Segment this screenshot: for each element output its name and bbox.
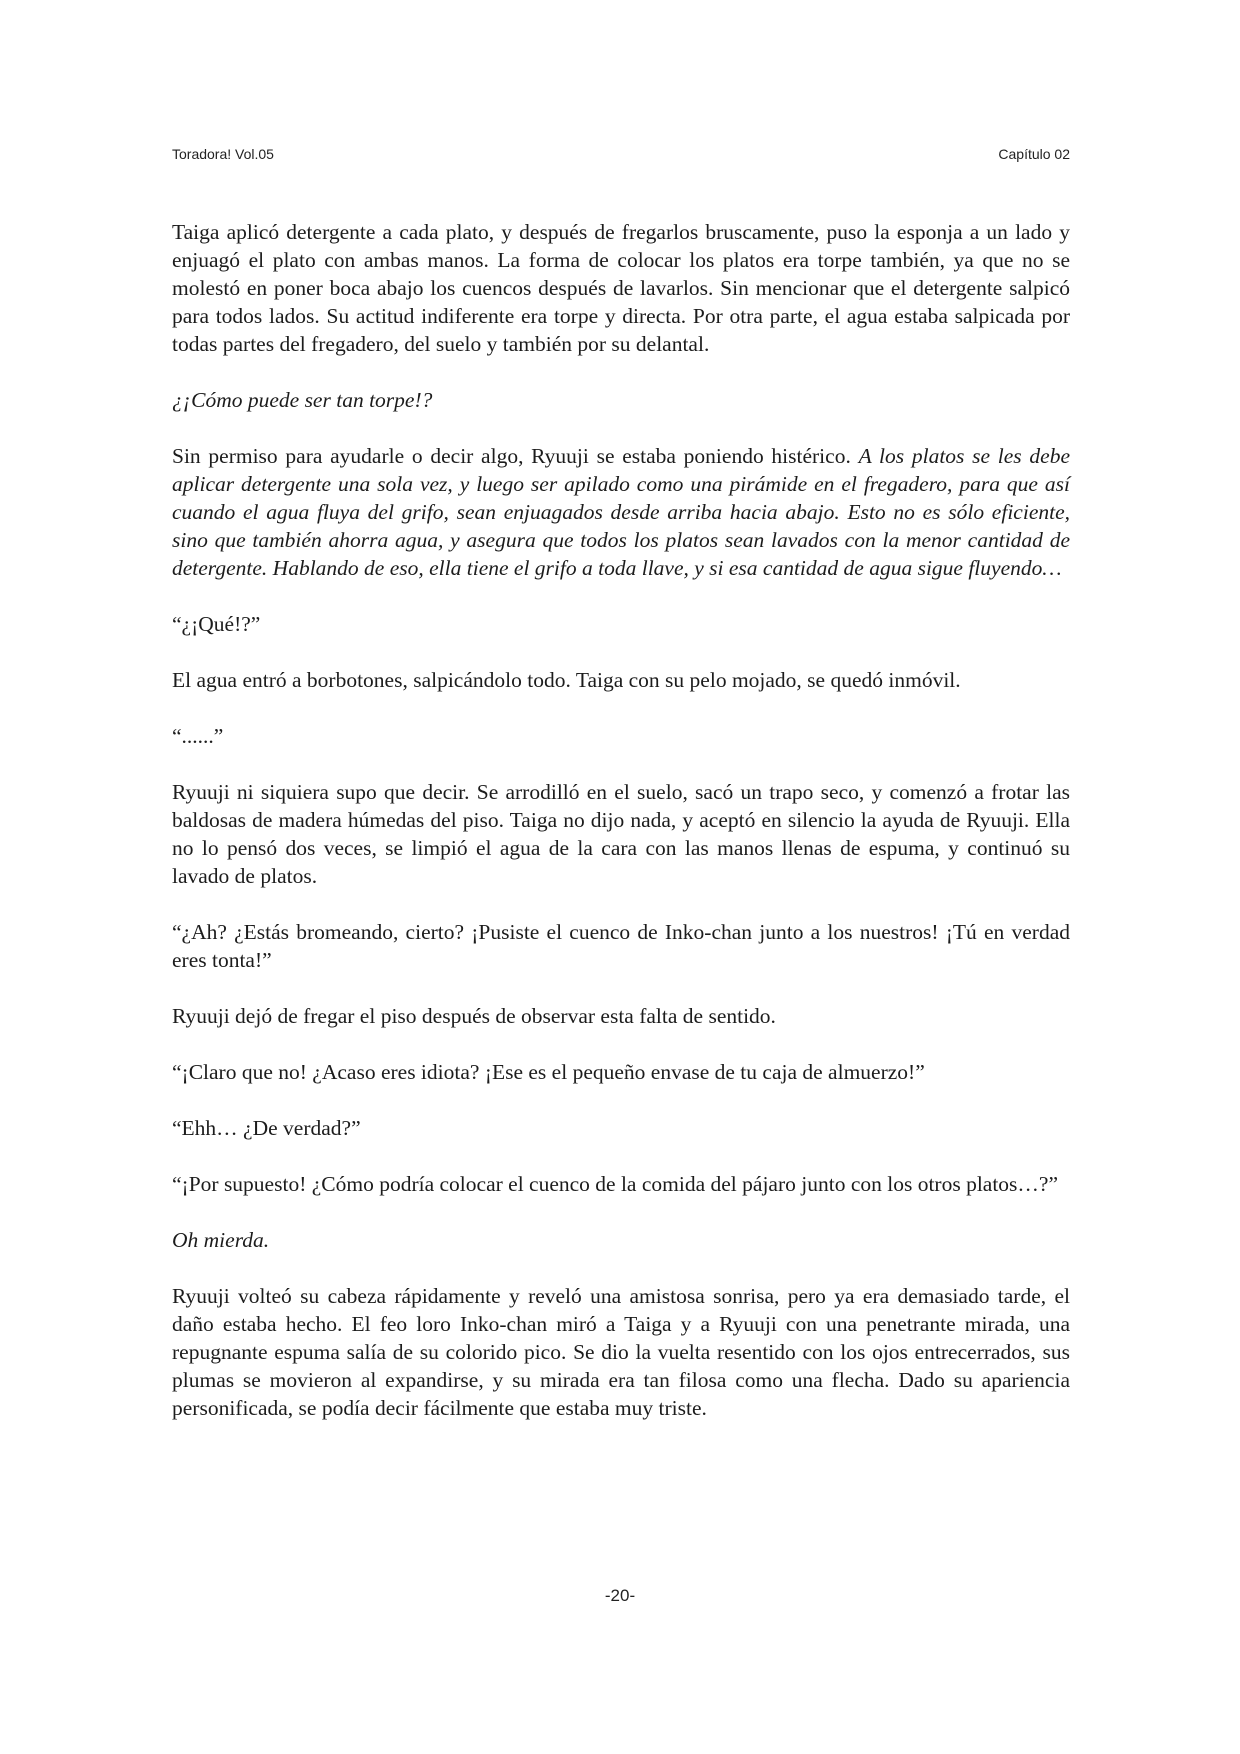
page-footer	[0, 1586, 1240, 1606]
paragraph: Ryuuji ni siquiera supo que decir. Se arrodilló en el suelo, sacó un trapo seco, y comenzó a frotar las baldosas de madera húmedas del piso. Taiga no dijo nada, y aceptó en silencio la ayuda de Ryuuji. Ella no lo pensó dos veces, se limpió el agua de la cara con las manos llenas de espuma, y continuó su lavado de platos.	[172, 780, 1070, 888]
paragraph	[172, 442, 1070, 582]
paragraph: Taiga aplicó detergente a cada plato, y después de fregarlos bruscamente, puso la esponja a un lado y enjuagó el plato con ambas manos. La forma de colocar los platos era torpe también, ya que no se molestó en poner boca abajo los cuencos después de lavarlos. Sin mencionar que el detergente salpicó para todos lados. Su actitud indiferente era torpe y directa. Por otra parte, el agua estaba salpicada por todas partes del fregadero, del suelo y también por su delantal.	[172, 220, 1070, 356]
paragraph: El agua entró a borbotones, salpicándolo todo. Taiga con su pelo mojado, se quedó inmóvil.	[172, 668, 961, 692]
book-title: Toradora! Vol.05	[172, 146, 274, 162]
paragraph-italic	[172, 386, 1070, 414]
dialogue: “¡Por supuesto! ¿Cómo podría colocar el cuenco de la comida del pájaro junto con los otros platos…?”	[172, 1172, 1059, 1196]
dialogue: “¡Claro que no! ¿Acaso eres idiota? ¡Ese es el pequeño envase de tu caja de almuerzo!”	[172, 1060, 925, 1084]
page-number: -20-	[604, 1586, 636, 1605]
body-text	[172, 218, 1070, 1450]
dialogue: “Ehh… ¿De verdad?”	[172, 1116, 361, 1140]
italic-thought: ¿¡Cómo puede ser tan torpe!?	[172, 388, 433, 412]
dialogue: “¿¡Qué!?”	[172, 612, 261, 636]
paragraph-plain-part: Sin permiso para ayudarle o decir algo, Ryuuji se estaba poniendo histérico.	[172, 444, 859, 468]
dialogue: “¿Ah? ¿Estás bromeando, cierto? ¡Pusiste el cuenco de Inko-chan junto a los nuestros! ¡Tú en verdad eres tonta!”	[172, 920, 1070, 972]
paragraph-italic	[172, 1226, 1070, 1254]
paragraph: Ryuuji volteó su cabeza rápidamente y reveló una amistosa sonrisa, pero ya era demasiado tarde, el daño estaba hecho. El feo loro Inko-chan miró a Taiga y a Ryuuji con una penetrante mirada, una repugnante espuma salía de su colorido pico. Se dio la vuelta resentido con los ojos entrecerrados, sus plumas se movieron al expandirse, y su mirada era tan filosa como una flecha. Dado su apariencia personificada, se podía decir fácilmente que estaba muy triste.	[172, 1284, 1070, 1420]
page-header	[172, 146, 1070, 162]
paragraph-italic-part: A los platos se les debe aplicar detergente una sola vez, y luego ser apilado como una pirámide en el fregadero, para que así cuando el agua fluya del grifo, sean enjuagados desde arriba hacia abajo. Esto no es sólo eficiente, sino que también ahorra agua, y asegura que todos los platos sean lavados con la menor cantidad de detergente. Hablando de eso, ella tiene el grifo a toda llave, y si esa cantidad de agua sigue fluyendo…	[172, 444, 1070, 580]
dialogue: “......”	[172, 724, 224, 748]
italic-thought: Oh mierda.	[172, 1228, 270, 1252]
chapter-label: Capítulo 02	[998, 146, 1070, 162]
paragraph: Ryuuji dejó de fregar el piso después de observar esta falta de sentido.	[172, 1004, 776, 1028]
